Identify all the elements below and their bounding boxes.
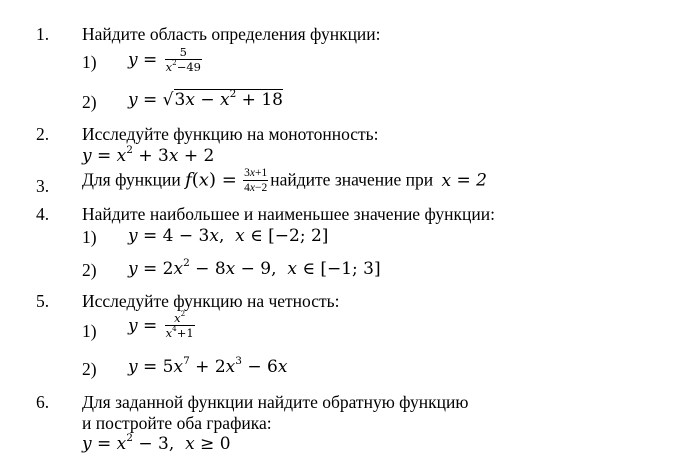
- item-3-text-after: найдите значение при: [270, 169, 434, 190]
- item-4-text: Найдите наибольшее и наименьшее значение функции:: [82, 204, 495, 224]
- item-4-sub2-label: 2): [82, 260, 97, 280]
- item-3-row: Для функции f(x) = $\frac{3x+1}{4x-2}$ найдите значение при x = 2: [82, 167, 487, 195]
- item-5-text: Исследуйте функцию на четность:: [82, 291, 340, 311]
- fraction: $\frac{3x+1}{4x-2}$: [244, 167, 268, 195]
- item-2-formula: $y = x^2 + 3x + 2$: [82, 143, 215, 166]
- item-1-number: 1.: [36, 24, 50, 44]
- item-5-sub1-formula: y = $\frac{x^2}{x^4+1}$: [128, 309, 194, 341]
- item-2-number: 2.: [36, 124, 50, 144]
- item-4-sub2-formula: $y = 2x^2 - 8x - 9$, x ∈ [−1; 3]: [128, 256, 381, 279]
- item-4-number: 4.: [36, 204, 50, 224]
- item-5-sub2-formula: $y = 5x^7 + 2x^3 - 6x$: [128, 354, 288, 377]
- item-1-sub2-formula: $y = √3x - x^2 + 18$: [128, 87, 283, 110]
- item-5-sub2-label: 2): [82, 359, 97, 379]
- fraction: $\frac{x^2}{x^4+1}$: [165, 309, 194, 341]
- item-1-text: Найдите область определения функции:: [82, 24, 381, 44]
- item-6-text-line1: Для заданной функции найдите обратную функцию: [82, 392, 469, 412]
- item-5-number: 5.: [36, 291, 50, 311]
- item-6-number: 6.: [36, 392, 50, 412]
- item-3-number: 3.: [36, 176, 50, 196]
- item-4-sub1-formula: y = 4 − 3x, x ∈ [−2; 2]: [128, 226, 329, 246]
- fraction: $\frac{5}{x^2-49}$: [165, 45, 201, 75]
- item-6-text-line2: и постройте оба графика:: [82, 413, 272, 433]
- item-3-text-before: Для функции: [82, 169, 181, 190]
- item-3-function: f(x) =: [185, 169, 237, 191]
- item-3-value: x: [441, 170, 452, 191]
- item-1-sub1-formula: y = $\frac{5}{x^2-49}$: [128, 45, 201, 75]
- item-5-sub1-label: 1): [82, 321, 97, 341]
- item-1-sub2-label: 2): [82, 92, 97, 112]
- item-1-sub1-label: 1): [82, 52, 97, 72]
- item-4-sub1-label: 1): [82, 227, 97, 247]
- item-2-text: Исследуйте функцию на монотонность:: [82, 124, 379, 144]
- item-6-formula: $y = x^2 - 3$, x ≥ 0: [82, 431, 231, 454]
